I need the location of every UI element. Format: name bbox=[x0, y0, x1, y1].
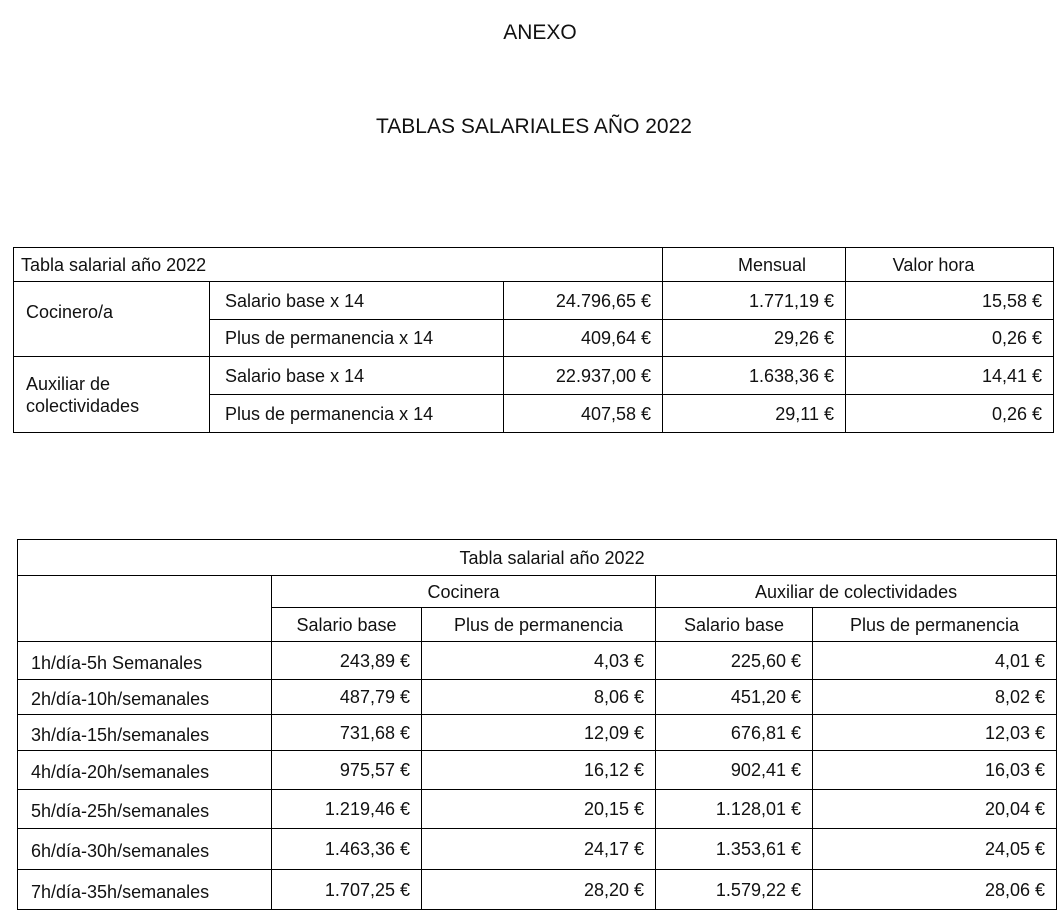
value-cell: 902,41 € bbox=[656, 751, 813, 790]
table-row bbox=[18, 680, 1057, 715]
subheader-salario-base: Salario base bbox=[656, 608, 813, 642]
table-caption: Tabla salarial año 2022 bbox=[18, 540, 1057, 576]
value-cell: 16,03 € bbox=[813, 751, 1057, 790]
annual-value-cell: 22.937,00 € bbox=[504, 357, 663, 395]
value-cell: 676,81 € bbox=[656, 715, 813, 751]
value-cell: 731,68 € bbox=[272, 715, 422, 751]
annex-title: ANEXO bbox=[503, 21, 577, 44]
salary-tables-title: TABLAS SALARIALES AÑO 2022 bbox=[376, 115, 692, 138]
hourly-value-cell: 15,58 € bbox=[846, 282, 1054, 320]
monthly-value-cell: 1.638,36 € bbox=[663, 357, 846, 395]
subheader-plus-permanencia: Plus de permanencia bbox=[422, 608, 656, 642]
row-label: 2h/día-10h/semanales bbox=[18, 680, 272, 715]
table-row bbox=[18, 790, 1057, 829]
subheader-salario-base: Salario base bbox=[272, 608, 422, 642]
row-label: 5h/día-25h/semanales bbox=[18, 790, 272, 829]
value-cell: 1.219,46 € bbox=[272, 790, 422, 829]
concept-cell: Salario base x 14 bbox=[210, 357, 504, 395]
annual-value-cell: 407,58 € bbox=[504, 395, 663, 433]
value-cell: 451,20 € bbox=[656, 680, 813, 715]
monthly-value-cell: 29,26 € bbox=[663, 320, 846, 357]
value-cell: 20,04 € bbox=[813, 790, 1057, 829]
hourly-value-cell: 14,41 € bbox=[846, 357, 1054, 395]
value-cell: 24,17 € bbox=[422, 829, 656, 870]
subheader-plus-permanencia: Plus de permanencia bbox=[813, 608, 1057, 642]
value-cell: 1.579,22 € bbox=[656, 870, 813, 910]
column-header-valor-hora: Valor hora bbox=[846, 248, 1054, 282]
row-label: 3h/día-15h/semanales bbox=[18, 715, 272, 751]
value-cell: 1.707,25 € bbox=[272, 870, 422, 910]
row-label: 6h/día-30h/semanales bbox=[18, 829, 272, 870]
hourly-value-cell: 0,26 € bbox=[846, 395, 1054, 433]
table-row bbox=[18, 642, 1057, 680]
value-cell: 1.128,01 € bbox=[656, 790, 813, 829]
row-label: 7h/día-35h/semanales bbox=[18, 870, 272, 910]
group-header-cocinera: Cocinera bbox=[272, 576, 656, 608]
value-cell: 487,79 € bbox=[272, 680, 422, 715]
value-cell: 12,03 € bbox=[813, 715, 1057, 751]
value-cell: 12,09 € bbox=[422, 715, 656, 751]
value-cell: 1.463,36 € bbox=[272, 829, 422, 870]
concept-cell: Plus de permanencia x 14 bbox=[210, 320, 504, 357]
value-cell: 16,12 € bbox=[422, 751, 656, 790]
salary-table-by-hours bbox=[17, 539, 1057, 910]
concept-cell: Salario base x 14 bbox=[210, 282, 504, 320]
table-row bbox=[18, 715, 1057, 751]
row-label: 1h/día-5h Semanales bbox=[18, 642, 272, 680]
row-label: 4h/día-20h/semanales bbox=[18, 751, 272, 790]
value-cell: 1.353,61 € bbox=[656, 829, 813, 870]
blank-corner-cell bbox=[18, 576, 272, 642]
category-cell-cocinero: Cocinero/a bbox=[14, 282, 210, 357]
table-row bbox=[18, 870, 1057, 910]
column-header-mensual: Mensual bbox=[663, 248, 846, 282]
annual-value-cell: 409,64 € bbox=[504, 320, 663, 357]
table-row bbox=[18, 751, 1057, 790]
monthly-value-cell: 1.771,19 € bbox=[663, 282, 846, 320]
monthly-value-cell: 29,11 € bbox=[663, 395, 846, 433]
table-row bbox=[14, 357, 1054, 395]
concept-cell: Plus de permanencia x 14 bbox=[210, 395, 504, 433]
hourly-value-cell: 0,26 € bbox=[846, 320, 1054, 357]
value-cell: 20,15 € bbox=[422, 790, 656, 829]
table-caption: Tabla salarial año 2022 bbox=[14, 248, 663, 282]
group-header-auxiliar: Auxiliar de colectividades bbox=[656, 576, 1057, 608]
table-row bbox=[18, 829, 1057, 870]
table-row bbox=[14, 282, 1054, 320]
group-header-row bbox=[18, 576, 1057, 608]
value-cell: 8,02 € bbox=[813, 680, 1057, 715]
value-cell: 28,20 € bbox=[422, 870, 656, 910]
category-cell-auxiliar: Auxiliar de colectividades bbox=[14, 357, 210, 433]
value-cell: 24,05 € bbox=[813, 829, 1057, 870]
value-cell: 4,01 € bbox=[813, 642, 1057, 680]
table-caption-row bbox=[18, 540, 1057, 576]
salary-table-by-category bbox=[13, 247, 1054, 433]
table-header-row bbox=[14, 248, 1054, 282]
value-cell: 243,89 € bbox=[272, 642, 422, 680]
value-cell: 4,03 € bbox=[422, 642, 656, 680]
value-cell: 28,06 € bbox=[813, 870, 1057, 910]
annual-value-cell: 24.796,65 € bbox=[504, 282, 663, 320]
value-cell: 8,06 € bbox=[422, 680, 656, 715]
value-cell: 975,57 € bbox=[272, 751, 422, 790]
value-cell: 225,60 € bbox=[656, 642, 813, 680]
